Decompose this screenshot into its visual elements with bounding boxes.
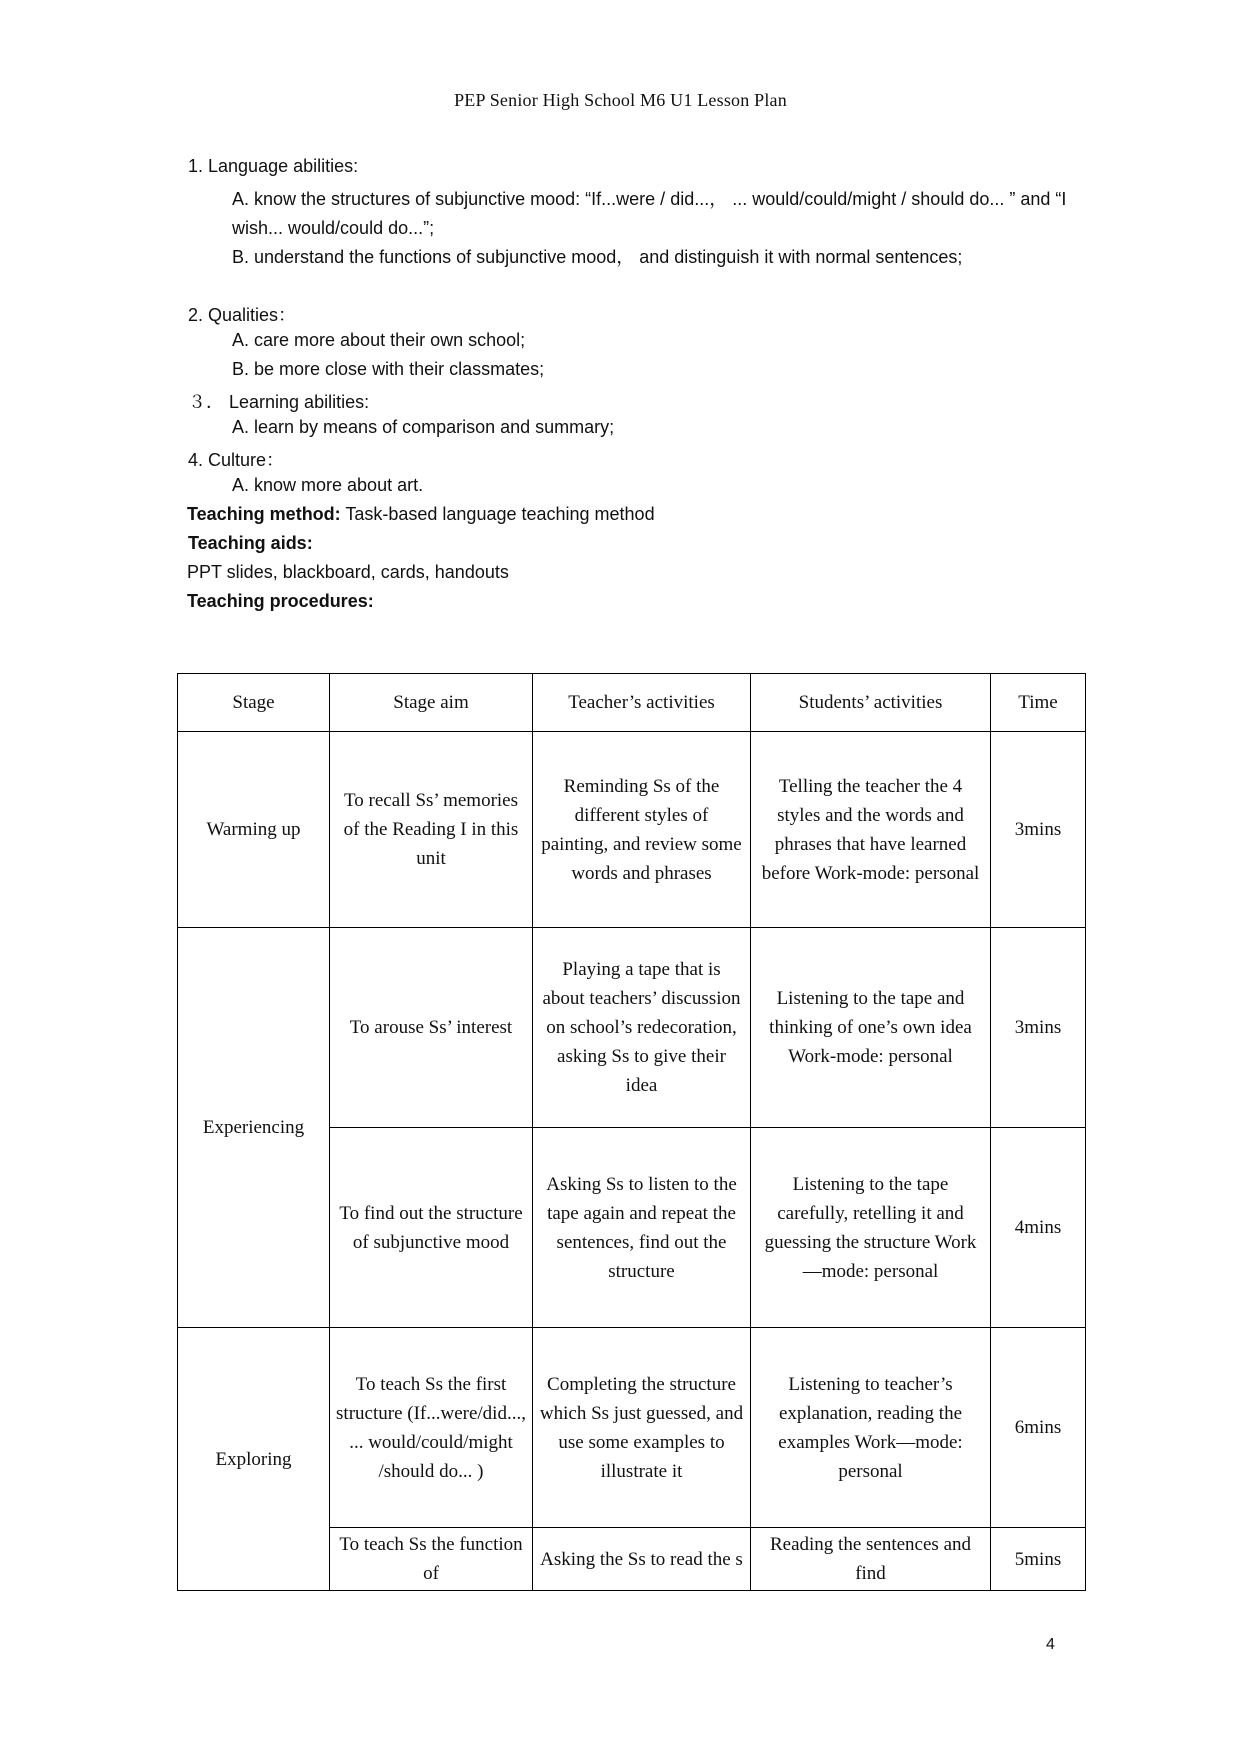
- objective-2-item-b: B. be more close with their classmates;: [232, 359, 545, 379]
- cell-teacher-activities: Asking the Ss to read the s: [533, 1528, 751, 1591]
- header-stage-aim: Stage aim: [330, 674, 533, 732]
- page-header: PEP Senior High School M6 U1 Lesson Plan: [454, 90, 787, 110]
- header-time: Time: [991, 674, 1086, 732]
- objective-1-heading: 1. Language abilities:: [188, 156, 359, 176]
- objective-2-item-a: A. care more about their own school;: [232, 330, 526, 350]
- table-row: [178, 928, 1086, 1128]
- cell-students-activities: Reading the sentences and find: [751, 1528, 991, 1591]
- cell-stage-aim: To find out the structure of subjunctive mood: [330, 1128, 533, 1328]
- objective-1-item-b: B. understand the functions of subjunctive mood， and distinguish it with normal sentences;: [232, 247, 963, 267]
- cell-students-activities: Listening to the tape and thinking of one’s own idea Work-mode: personal: [751, 928, 991, 1128]
- cell-teacher-activities: Completing the structure which Ss just guessed, and use some examples to illustrate it: [533, 1328, 751, 1528]
- teaching-method-value: Task-based language teaching method: [345, 504, 655, 524]
- header-students-activities: Students’ activities: [751, 674, 991, 732]
- header-stage: Stage: [178, 674, 330, 732]
- cell-time: 6mins: [991, 1328, 1086, 1528]
- table-row: [178, 732, 1086, 928]
- cell-stage-aim: To teach Ss the first structure (If...were/did..., ... would/could/might /should do... ): [330, 1328, 533, 1528]
- objective-1-item-a: A. know the structures of subjunctive mood: “If...were / did...， ... would/could/might / should do... ” and “I wish... would/could do...”;: [232, 189, 1067, 238]
- cell-time: 3mins: [991, 732, 1086, 928]
- procedures-table: [177, 673, 1086, 1591]
- cell-stage-aim: To teach Ss the function of: [330, 1528, 533, 1591]
- teaching-method: [187, 504, 655, 525]
- teaching-aids-label: Teaching aids:: [188, 533, 313, 553]
- objective-3-heading: ３． Learning abilities:: [188, 392, 370, 412]
- objective-4-heading: 4. Culture：: [188, 450, 285, 470]
- objective-2-heading: 2. Qualities：: [188, 305, 297, 325]
- cell-students-activities: Telling the teacher the 4 styles and the words and phrases that have learned before Work-mode: personal: [751, 732, 991, 928]
- objective-3-item-a: A. learn by means of comparison and summary;: [232, 417, 615, 437]
- page-number: 4: [1046, 1636, 1055, 1653]
- cell-teacher-activities: Asking Ss to listen to the tape again and repeat the sentences, find out the structure: [533, 1128, 751, 1328]
- table-header-row: [178, 674, 1086, 732]
- cell-time: 5mins: [991, 1528, 1086, 1591]
- cell-teacher-activities: Reminding Ss of the different styles of painting, and review some words and phrases: [533, 732, 751, 928]
- cell-stage: Warming up: [178, 732, 330, 928]
- cell-stage: Experiencing: [178, 928, 330, 1328]
- cell-students-activities: Listening to teacher’s explanation, reading the examples Work—mode: personal: [751, 1328, 991, 1528]
- cell-stage: Exploring: [178, 1328, 330, 1591]
- cell-teacher-activities: Playing a tape that is about teachers’ discussion on school’s redecoration, asking Ss to give their idea: [533, 928, 751, 1128]
- cell-time: 3mins: [991, 928, 1086, 1128]
- teaching-procedures-label: Teaching procedures:: [187, 591, 374, 611]
- cell-time: 4mins: [991, 1128, 1086, 1328]
- cell-stage-aim: To recall Ss’ memories of the Reading I in this unit: [330, 732, 533, 928]
- teaching-method-label: Teaching method:: [187, 504, 341, 524]
- header-teacher-activities: Teacher’s activities: [533, 674, 751, 732]
- table-row: [178, 1328, 1086, 1528]
- cell-students-activities: Listening to the tape carefully, retelling it and guessing the structure Work—mode: personal: [751, 1128, 991, 1328]
- teaching-aids-value: PPT slides, blackboard, cards, handouts: [187, 562, 509, 582]
- cell-stage-aim: To arouse Ss’ interest: [330, 928, 533, 1128]
- objective-4-item-a: A. know more about art.: [232, 475, 424, 495]
